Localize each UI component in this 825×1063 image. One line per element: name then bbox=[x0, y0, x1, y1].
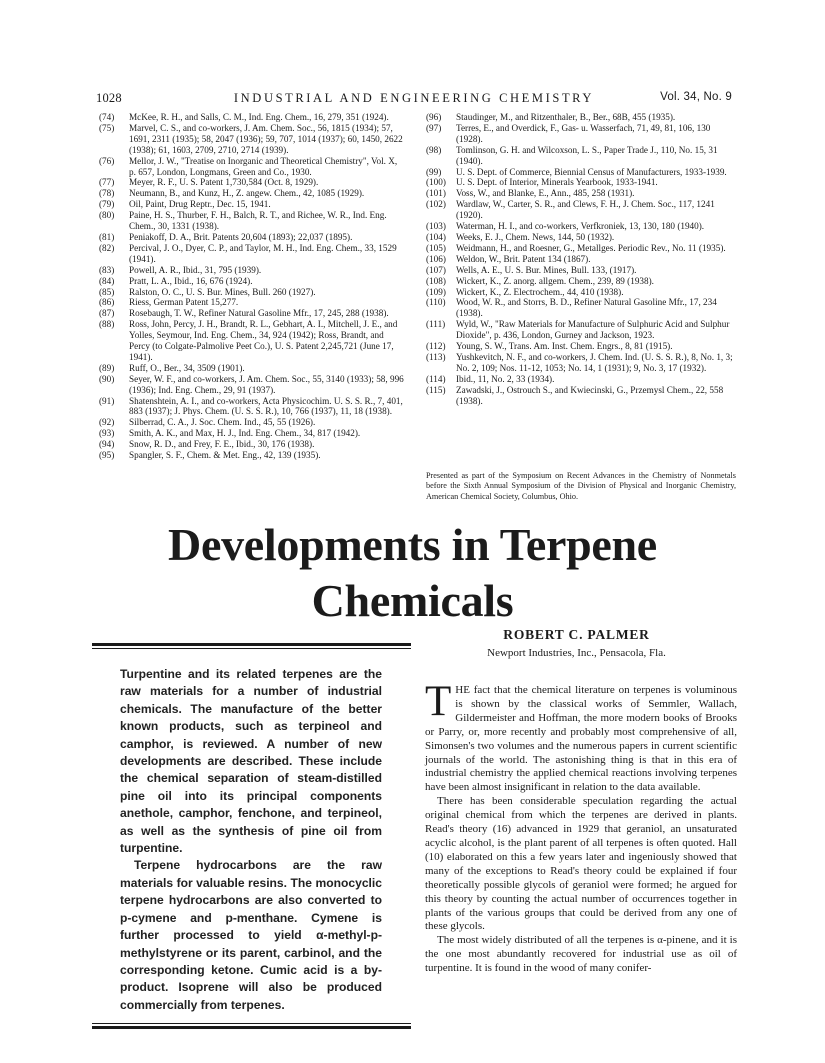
article-title-line-2: Chemicals bbox=[311, 575, 514, 626]
reference-number: (87) bbox=[99, 308, 115, 319]
reference-item bbox=[426, 221, 736, 232]
abstract-bottom-rule-thin bbox=[92, 1023, 411, 1024]
abstract-paragraph-2: Terpene hydrocarbons are the raw materials for valuable resins. The monocyclic terpene hydrocarbons are also converted to p-cymene and p-menthane. Cymene is further processed to yield α-methyl-p-methylstyrene or its parent, carbinol, and the corresponding ketone. Cumic acid is a by-product. Isoprene will also be produced commercially from terpenes. bbox=[120, 858, 382, 1012]
article-title-line-1: Developments in Terpene bbox=[168, 519, 657, 570]
reference-item bbox=[426, 188, 736, 199]
reference-text: Ralston, O. C., U. S. Bur. Mines, Bull. 260 (1927). bbox=[129, 286, 316, 297]
reference-text: Voss, W., and Blanke, E., Ann., 485, 258 (1931). bbox=[456, 188, 635, 199]
reference-item bbox=[99, 308, 405, 319]
reference-number: (110) bbox=[426, 297, 446, 308]
reference-item bbox=[99, 417, 405, 428]
reference-item bbox=[426, 232, 736, 243]
reference-number: (74) bbox=[99, 112, 115, 122]
reference-item bbox=[99, 287, 405, 298]
reference-text: Powell, A. R., Ibid., 31, 795 (1939). bbox=[129, 264, 262, 275]
reference-item bbox=[99, 319, 405, 363]
reference-text: U. S. Dept. of Commerce, Biennial Census of Manufacturers, 1933-1939. bbox=[456, 166, 727, 177]
reference-item bbox=[99, 428, 405, 439]
reference-text: Seyer, W. F., and co-workers, J. Am. Chem. Soc., 55, 3140 (1933); 58, 996 (1936); Ind. Eng. Chem., 29, 91 (1937). bbox=[129, 373, 404, 395]
drop-cap: T bbox=[425, 678, 452, 725]
author-name: ROBERT C. PALMER bbox=[503, 627, 650, 642]
reference-text: Silberrad, C. A., J. Soc. Chem. Ind., 45, 55 (1926). bbox=[129, 417, 316, 428]
reference-item bbox=[426, 352, 736, 374]
reference-item bbox=[99, 112, 405, 123]
reference-number: (100) bbox=[426, 177, 446, 188]
reference-text: Spangler, S. F., Chem. & Met. Eng., 42, 139 (1935). bbox=[129, 450, 321, 461]
reference-text: Terres, E., and Overdick, F., Gas- u. Wasserfach, 71, 49, 81, 106, 130 (1928). bbox=[456, 122, 711, 144]
reference-number: (112) bbox=[426, 341, 446, 352]
reference-item bbox=[426, 276, 736, 287]
reference-text: Meyer, R. F., U. S. Patent 1,730,584 (Oct. 8, 1929). bbox=[129, 177, 319, 188]
reference-number: (103) bbox=[426, 221, 446, 232]
reference-item bbox=[426, 177, 736, 188]
reference-item bbox=[99, 265, 405, 276]
reference-number: (92) bbox=[99, 417, 115, 428]
reference-number: (97) bbox=[426, 122, 442, 133]
reference-text: Mellor, J. W., "Treatise on Inorganic and Theoretical Chemistry", Vol. X, p. 657, London, Longmans, Green and Co., 1930. bbox=[129, 155, 398, 177]
reference-item bbox=[426, 297, 736, 319]
reference-text: McKee, R. H., and Salls, C. M., Ind. Eng. Chem., 16, 279, 351 (1924). bbox=[129, 112, 389, 122]
reference-text: Wells, A. E., U. S. Bur. Mines, Bull. 133, (1917). bbox=[456, 264, 637, 275]
reference-number: (76) bbox=[99, 155, 115, 166]
reference-number: (91) bbox=[99, 395, 115, 406]
reference-text: Smith, A. K., and Max, H. J., Ind. Eng. Chem., 34, 817 (1942). bbox=[129, 428, 361, 439]
reference-item bbox=[99, 156, 405, 178]
abstract-paragraph-1: Turpentine and its related terpenes are the raw materials for a number of industrial chemicals. The manufacture of the better known products, such as terpineol and camphor, is reviewed. A number of new developments are described. These include the chemical separation of steam-distilled pine oil into its principal components anethole, camphor, fenchone, and terpineol, as well as the synthesis of pine oil from turpentine. bbox=[120, 667, 382, 856]
reference-number: (109) bbox=[426, 286, 446, 297]
body-paragraph-1 bbox=[425, 678, 737, 795]
reference-text: Weidmann, H., and Roesner, G., Metallges. Periodic Rev., No. 11 (1935). bbox=[456, 242, 726, 253]
reference-number: (111) bbox=[426, 319, 446, 330]
reference-text: Weeks, E. J., Chem. News, 144, 50 (1932). bbox=[456, 231, 615, 242]
reference-item bbox=[426, 199, 736, 221]
abstract-top-rule-thick bbox=[92, 643, 411, 646]
reference-text: Weldon, W., Brit. Patent 134 (1867). bbox=[456, 253, 591, 264]
reference-item bbox=[99, 363, 405, 374]
reference-number: (78) bbox=[99, 188, 115, 199]
reference-number: (115) bbox=[426, 384, 446, 395]
reference-number: (84) bbox=[99, 275, 115, 286]
reference-item bbox=[99, 177, 405, 188]
reference-text: Oil, Paint, Drug Reptr., Dec. 15, 1941. bbox=[129, 199, 271, 210]
reference-text: Wardlaw, W., Carter, S. R., and Clews, F. H., J. Chem. Soc., 117, 1241 (1920). bbox=[456, 199, 715, 221]
references-left-column bbox=[99, 112, 405, 461]
reference-number: (79) bbox=[99, 199, 115, 210]
reference-item bbox=[99, 374, 405, 396]
reference-text: Tomlinson, G. H. and Wilcoxson, L. S., Paper Trade J., 110, No. 15, 31 (1940). bbox=[456, 144, 718, 166]
references-right-column bbox=[426, 112, 736, 406]
reference-text: Snow, R. D., and Frey, F. E., Ibid., 30, 176 (1938). bbox=[129, 439, 315, 450]
reference-number: (93) bbox=[99, 428, 115, 439]
reference-item bbox=[426, 374, 736, 385]
reference-item bbox=[99, 199, 405, 210]
reference-item bbox=[99, 439, 405, 450]
reference-number: (89) bbox=[99, 362, 115, 373]
reference-text: Wickert, K., Z. Electrochem., 44, 410 (1938). bbox=[456, 286, 624, 297]
reference-number: (83) bbox=[99, 264, 115, 275]
body-paragraph-1-text: HE fact that the chemical literature on terpenes is voluminous is shown by the classical works of Semmler, Wallach, Gildermeister and Hoffman, the more modern books of Brooks or Parry, or, more recently and probably most comprehensive of all, Simonsen's two volumes and the numerous papers in current scientific journals of the world. The astonishing thing is that in this era of industrial chemistry the applied chemical reactions involving terpenes have been almost insignificant in relation to the data available. bbox=[425, 684, 737, 794]
abstract-box bbox=[120, 666, 382, 1014]
reference-number: (106) bbox=[426, 253, 446, 264]
reference-item bbox=[99, 232, 405, 243]
reference-text: Ross, John, Percy, J. H., Brandt, R. L., Gebhart, A. I., Mitchell, J. E., and Yolles, Seymour, Ind. Eng. Chem., 34, 924 (1942); Ross, Brandt, and Percy (to Colgate-Palmolive Peet Co.), U. S. Patent 2,245,721 (June 17, 1941). bbox=[129, 319, 398, 362]
reference-text: Staudinger, M., and Ritzenthaler, B., Ber., 68B, 455 (1935). bbox=[456, 112, 676, 122]
reference-text: Peniakoff, D. A., Brit. Patents 20,604 (1893); 22,037 (1895). bbox=[129, 231, 353, 242]
reference-item bbox=[99, 450, 405, 461]
reference-text: Ibid., 11, No. 2, 33 (1934). bbox=[456, 373, 555, 384]
reference-text: Wyld, W., "Raw Materials for Manufacture of Sulphuric Acid and Sulphur Dioxide", p. 436, London, Gurney and Jackson, 1923. bbox=[456, 319, 730, 341]
reference-number: (82) bbox=[99, 242, 115, 253]
reference-text: Riess, German Patent 15,277. bbox=[129, 297, 239, 308]
reference-number: (86) bbox=[99, 297, 115, 308]
reference-number: (77) bbox=[99, 177, 115, 188]
reference-item bbox=[426, 341, 736, 352]
reference-item bbox=[99, 276, 405, 287]
reference-text: Young, S. W., Trans. Am. Inst. Chem. Engrs., 8, 81 (1915). bbox=[456, 341, 673, 352]
reference-number: (98) bbox=[426, 144, 442, 155]
reference-number: (105) bbox=[426, 242, 446, 253]
reference-item bbox=[426, 112, 736, 123]
reference-item bbox=[426, 123, 736, 145]
reference-number: (114) bbox=[426, 373, 446, 384]
reference-item bbox=[426, 287, 736, 298]
reference-text: Percival, J. O., Dyer, C. P., and Taylor, M. H., Ind. Eng. Chem., 33, 1529 (1941). bbox=[129, 242, 397, 264]
reference-text: Waterman, H. I., and co-workers, Verfkroniek, 13, 130, 180 (1940). bbox=[456, 221, 705, 232]
reference-text: Paine, H. S., Thurber, F. H., Balch, R. T., and Richee, W. R., Ind. Eng. Chem., 30, 1331 (1938). bbox=[129, 210, 387, 232]
reference-item bbox=[99, 396, 405, 418]
body-paragraph-2: There has been considerable speculation regarding the actual original chemical from which the terpenes are derived in plants. Read's theory (16) advanced in 1929 that geraniol, an unsaturated acyclic alcohol, is the plant parent of all terpenes is often quoted. Hall (10) elaborated on this a few years later and ingeniously showed that many of the exceptions to Read's theory could be explained if four theoretically possible glycols of geraniol were formed; he argued for this theory by counting the actual number of occurrences together in plants of the various groups that could be derived from any one of these glycols. bbox=[425, 795, 737, 933]
reference-item bbox=[99, 297, 405, 308]
reference-number: (94) bbox=[99, 439, 115, 450]
reference-text: Zawadski, J., Ostrouch S., and Kwiecinski, G., Przemysl Chem., 22, 558 (1938). bbox=[456, 384, 724, 406]
reference-number: (108) bbox=[426, 275, 446, 286]
reference-item bbox=[426, 385, 736, 407]
reference-item bbox=[99, 123, 405, 156]
abstract-top-rule-thin bbox=[92, 648, 411, 649]
body-paragraph-3: The most widely distributed of all the terpenes is α-pinene, and it is the one most abundantly recovered for industrial use as oil of turpentine. It is found in the wood of many conifer- bbox=[425, 934, 737, 975]
article-body bbox=[425, 678, 737, 976]
reference-text: Wickert, K., Z. anorg. allgem. Chem., 239, 89 (1938). bbox=[456, 275, 654, 286]
journal-name: INDUSTRIAL AND ENGINEERING CHEMISTRY bbox=[233, 91, 595, 105]
reference-text: Ruff, O., Ber., 34, 3509 (1901). bbox=[129, 362, 245, 373]
article-title bbox=[90, 517, 735, 629]
reference-number: (75) bbox=[99, 122, 115, 133]
reference-number: (88) bbox=[99, 319, 115, 330]
running-header bbox=[96, 91, 732, 107]
reference-text: Rosebaugh, T. W., Refiner Natural Gasoline Mfr., 17, 245, 288 (1938). bbox=[129, 308, 389, 319]
reference-text: Shatenshtein, A. I., and co-workers, Acta Physicochim. U. S. S. R., 7, 401, 883 (1937); J. Phys. Chem. (U. S. S. R.), 10, 766 (1937), 11, 18 (1938). bbox=[129, 395, 403, 417]
reference-number: (113) bbox=[426, 351, 446, 362]
reference-item bbox=[426, 265, 736, 276]
reference-text: Pratt, L. A., Ibid., 16, 676 (1924). bbox=[129, 275, 253, 286]
reference-text: Neumann, B., and Kunz, H., Z. angew. Chem., 42, 1085 (1929). bbox=[129, 188, 365, 199]
reference-item bbox=[99, 210, 405, 232]
reference-item bbox=[426, 254, 736, 265]
reference-number: (107) bbox=[426, 264, 446, 275]
volume-issue: Vol. 34, No. 9 bbox=[660, 91, 732, 103]
reference-text: Wood, W. R., and Storrs, B. D., Refiner Natural Gasoline Mfr., 17, 234 (1938). bbox=[456, 297, 717, 319]
reference-number: (81) bbox=[99, 231, 115, 242]
reference-text: U. S. Dept. of Interior, Minerals Yearbook, 1933-1941. bbox=[456, 177, 658, 188]
page-number: 1028 bbox=[96, 91, 122, 105]
reference-number: (85) bbox=[99, 286, 115, 297]
presentation-note: Presented as part of the Symposium on Recent Advances in the Chemistry of Nonmetals before the Sixth Annual Symposium of the Division of Physical and Inorganic Chemistry, American Chemical Society, Columbus, Ohio. bbox=[426, 471, 736, 501]
reference-number: (80) bbox=[99, 210, 115, 221]
reference-item bbox=[426, 167, 736, 178]
reference-item bbox=[426, 145, 736, 167]
reference-number: (95) bbox=[99, 450, 115, 461]
reference-number: (101) bbox=[426, 188, 446, 199]
reference-item bbox=[426, 243, 736, 254]
reference-number: (104) bbox=[426, 231, 446, 242]
reference-number: (102) bbox=[426, 199, 446, 210]
reference-number: (90) bbox=[99, 373, 115, 384]
reference-number: (99) bbox=[426, 166, 442, 177]
reference-item bbox=[426, 319, 736, 341]
reference-text: Marvel, C. S., and co-workers, J. Am. Chem. Soc., 56, 1815 (1934); 57, 1691, 2311 (1935); 58, 2047 (1936); 59, 707, 1014 (1937); 60, 1450, 2622 (1938); 61, 1603, 2709, 2710, 2714 (1939). bbox=[129, 122, 403, 155]
reference-item bbox=[99, 243, 405, 265]
author-affiliation: Newport Industries, Inc., Pensacola, Fla. bbox=[487, 647, 666, 659]
reference-item bbox=[99, 188, 405, 199]
abstract-bottom-rule-thick bbox=[92, 1026, 411, 1029]
reference-text: Yushkevitch, N. F., and co-workers, J. Chem. Ind. (U. S. S. R.), 8, No. 1, 3; No. 2, 109; Nos. 11-12, 1053; No. 14, 1 (1931); 9, No. 3, 17 (1932). bbox=[456, 351, 733, 373]
reference-number: (96) bbox=[426, 112, 442, 122]
